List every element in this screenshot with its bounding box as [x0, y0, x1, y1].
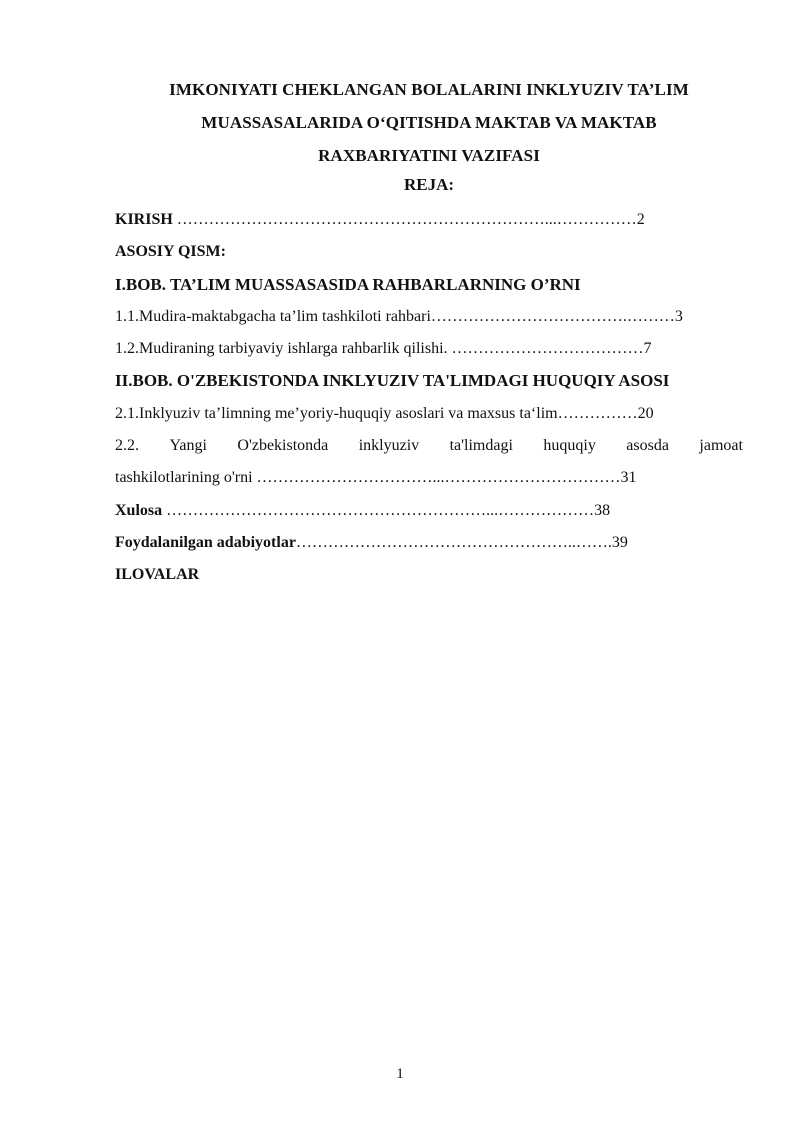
toc-section-asosiy: ASOSIY QISM:: [115, 243, 226, 261]
title-line-1: IMKONIYATI CHEKLANGAN BOLALARINI INKLYUZIV TA’LIM: [169, 80, 689, 99]
toc-entry-1-1: [115, 301, 743, 333]
toc-kirish-leader: ……………………………………………………………...……………: [172, 211, 637, 228]
toc-entry-xulosa: [115, 495, 743, 527]
toc-kirish-page: 2: [636, 211, 645, 228]
toc-xulosa-page: 38: [594, 501, 611, 519]
title-line-3: RAXBARIYATINI VAZIFASI: [318, 146, 540, 165]
toc-2-2-word: O'zbekistonda: [237, 437, 329, 455]
toc-2-2-word: inklyuziv: [358, 437, 420, 455]
toc-2-1-leader: ……………: [557, 404, 638, 422]
toc-entry-ilovalar: ILOVALAR: [115, 566, 200, 584]
toc-1-2-label: 1.2.Mudiraning tarbiyaviy ishlarga rahbarlik qilishi.: [115, 340, 452, 358]
page-number: 1: [396, 1066, 404, 1082]
toc-chapter-2: II.BOB. O'ZBEKISTONDA INKLYUZIV TA'LIMDAGI HUQUQIY ASOSI: [115, 371, 670, 391]
toc-kirish-label: KIRISH: [115, 211, 173, 228]
toc-2-2-word: jamoat: [699, 437, 743, 455]
table-of-contents: [115, 204, 743, 592]
document-title: [115, 73, 743, 172]
toc-2-2-word: ta'limdagi: [449, 437, 513, 455]
toc-adabiyotlar-page: 39: [611, 533, 628, 551]
toc-adabiyotlar-label: Foydalanilgan adabiyotlar: [115, 533, 296, 551]
title-line-2: MUASSASALARIDA O‘QITISHDA MAKTAB VA MAKTAB: [201, 113, 657, 132]
toc-entry-2-2: [115, 430, 743, 462]
toc-2-2-cont-page: 31: [620, 469, 637, 487]
toc-entry-1-2: [115, 333, 743, 365]
toc-entry-2-2-continued: [115, 462, 743, 494]
toc-2-2-cont-leader: ……………………………...……………………………: [256, 469, 621, 487]
toc-2-2-word: Yangi: [169, 437, 207, 455]
plan-heading: REJA:: [403, 175, 455, 194]
toc-entry-2-1: [115, 398, 743, 430]
toc-2-2-word: 2.2.: [115, 437, 139, 455]
toc-2-2-word: asosda: [626, 437, 669, 455]
toc-xulosa-leader: ……………………………………………………...………………: [162, 501, 595, 519]
toc-2-2-word: huquqiy: [543, 437, 596, 455]
toc-2-1-label: 2.1.Inklyuziv ta’limning me’yoriy-huquqiy asoslari va maxsus ta‘lim: [115, 404, 558, 422]
toc-xulosa-label: Xulosa: [115, 501, 163, 519]
toc-2-2-cont-label: tashkilotlarining o'rni: [115, 469, 257, 487]
toc-entry-kirish: [115, 204, 743, 236]
toc-2-1-page: 20: [637, 404, 654, 422]
toc-adabiyotlar-leader: ……………………………………………..…….: [295, 533, 612, 551]
toc-1-2-page: 7: [643, 340, 652, 358]
toc-1-2-leader: ………………………………: [451, 340, 644, 358]
toc-1-1-label: 1.1.Mudira-maktabgacha ta’lim tashkiloti rahbari: [115, 307, 431, 325]
toc-chapter-1: I.BOB. TA’LIM MUASSASASIDA RAHBARLARNING O’RNI: [115, 274, 581, 294]
toc-entry-adabiyotlar: [115, 527, 743, 559]
toc-1-1-leader: ……………………………….………: [430, 307, 675, 325]
toc-1-1-page: 3: [674, 307, 683, 325]
